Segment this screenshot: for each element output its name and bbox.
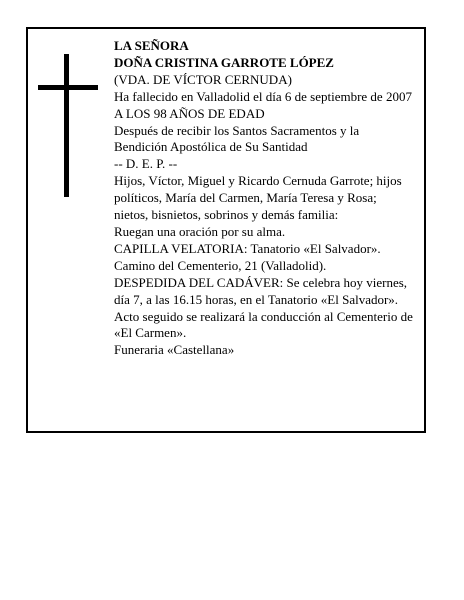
cross-vertical-bar — [64, 54, 69, 197]
sacraments-line: Después de recibir los Santos Sacramentos y la Bendición Apostólica de Su Santidad — [114, 122, 360, 155]
cross-icon — [38, 54, 98, 197]
farewell-line: DESPEDIDA DEL CADÁVER: Se celebra hoy viernes, día 7, a las 16.15 horas, en el Tanatorio «El Salvador». Acto seguido se realizará la conducción al Cementerio de «El Carmen». — [114, 274, 413, 341]
family-line: Hijos, Víctor, Miguel y Ricardo Cernuda Garrote; hijos políticos, María del Carmen, María Teresa y Rosa; nietos, bisnietos, sobrinos y demás familia: — [114, 173, 402, 223]
death-announcement: Ha fallecido en Valladolid el día 6 de septiembre de 2007 — [114, 88, 412, 104]
age-line: A LOS 98 AÑOS DE EDAD — [114, 105, 265, 121]
widow-of-line: (VDA. DE VÍCTOR CERNUDA) — [114, 71, 292, 87]
funeral-home-line: Funeraria «Castellana» — [114, 342, 235, 358]
obituary-text — [114, 38, 414, 359]
title-line-1: LA SEÑORA — [114, 38, 189, 53]
rip-line: -- D. E. P. -- — [114, 156, 178, 172]
deceased-name: DOÑA CRISTINA GARROTE LÓPEZ — [114, 54, 334, 70]
chapel-line: CAPILLA VELATORIA: Tanatorio «El Salvador». Camino del Cementerio, 21 (Valladolid). — [114, 240, 381, 273]
cross-horizontal-bar — [38, 85, 98, 90]
prayer-line: Ruegan una oración por su alma. — [114, 223, 286, 239]
